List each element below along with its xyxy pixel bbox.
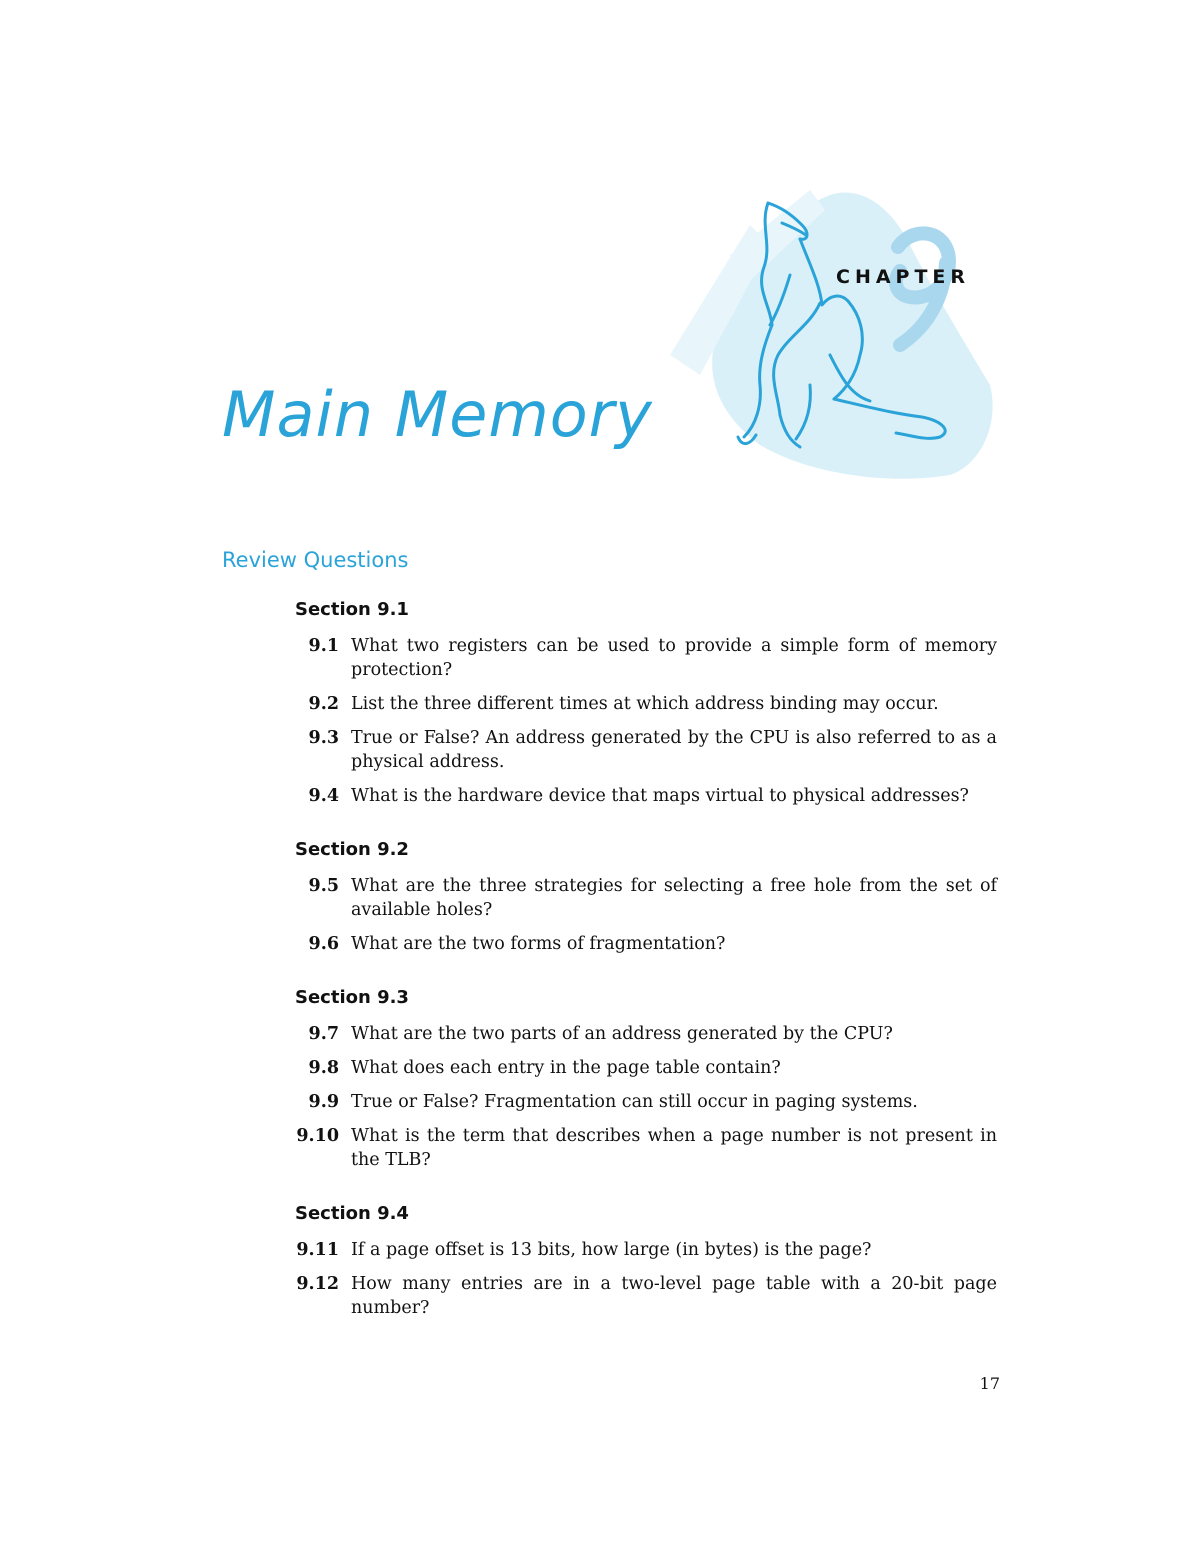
question-number: 9.1 — [308, 636, 339, 656]
chapter-label: CHAPTER — [836, 266, 971, 288]
question-number: 9.4 — [308, 786, 339, 806]
question-item — [295, 784, 997, 808]
section-9-3 — [295, 986, 997, 1172]
page-number: 17 — [979, 1374, 1000, 1393]
question-text: True or False? An address generated by the CPU is also referred to as a physical address. — [351, 728, 997, 772]
section-9-1 — [295, 598, 997, 808]
question-text: What are the three strategies for selecting a free hole from the set of available holes? — [351, 876, 997, 920]
chapter-dinosaur-illustration — [660, 185, 1000, 485]
question-text: What is the term that describes when a page number is not present in the TLB? — [351, 1126, 997, 1170]
question-number: 9.9 — [308, 1092, 339, 1112]
question-number: 9.11 — [296, 1240, 339, 1260]
question-item — [295, 1124, 997, 1172]
question-item — [295, 692, 997, 716]
question-number: 9.2 — [308, 694, 339, 714]
chapter-title: Main Memory — [222, 378, 653, 451]
question-number: 9.5 — [308, 876, 339, 896]
question-number: 9.10 — [296, 1126, 339, 1146]
question-text: What two registers can be used to provide a simple form of memory protection? — [351, 636, 997, 680]
question-text: How many entries are in a two-level page table with a 20-bit page number? — [351, 1274, 997, 1318]
question-text: If a page offset is 13 bits, how large (in bytes) is the page? — [351, 1240, 872, 1260]
question-text: What are the two forms of fragmentation? — [351, 934, 726, 954]
section-9-4 — [295, 1202, 997, 1320]
question-text: True or False? Fragmentation can still occur in paging systems. — [351, 1092, 918, 1112]
sections-container — [295, 598, 997, 1350]
question-number: 9.3 — [308, 728, 339, 748]
question-item — [295, 1272, 997, 1320]
question-text: List the three different times at which address binding may occur. — [351, 694, 939, 714]
section-heading: Section 9.1 — [295, 599, 409, 620]
question-number: 9.7 — [308, 1024, 339, 1044]
question-item — [295, 1022, 997, 1046]
question-item — [295, 932, 997, 956]
section-heading: Section 9.3 — [295, 987, 409, 1008]
question-item — [295, 726, 997, 774]
section-heading: Section 9.4 — [295, 1203, 409, 1224]
section-9-2 — [295, 838, 997, 956]
question-item — [295, 1056, 997, 1080]
question-text: What does each entry in the page table contain? — [351, 1058, 781, 1078]
review-questions-heading: Review Questions — [222, 548, 409, 572]
question-text: What are the two parts of an address generated by the CPU? — [351, 1024, 893, 1044]
question-item — [295, 634, 997, 682]
question-text: What is the hardware device that maps virtual to physical addresses? — [351, 786, 969, 806]
question-number: 9.6 — [308, 934, 339, 954]
question-item — [295, 874, 997, 922]
question-item — [295, 1090, 997, 1114]
question-item — [295, 1238, 997, 1262]
question-number: 9.8 — [308, 1058, 339, 1078]
section-heading: Section 9.2 — [295, 839, 409, 860]
question-number: 9.12 — [296, 1274, 339, 1294]
